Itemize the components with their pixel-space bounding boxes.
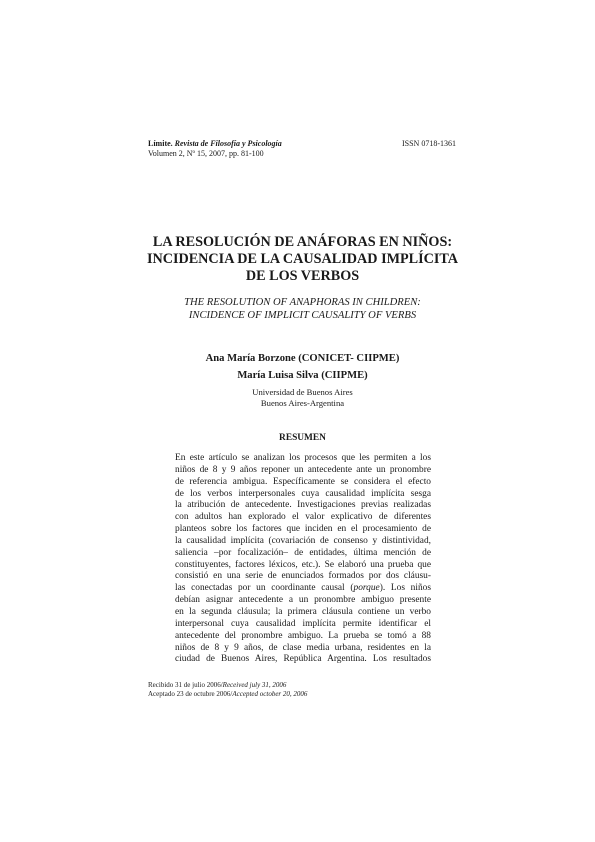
abstract-line: niños de 8 y 9 años reponer un antecedente ante un pronombre (175, 464, 431, 475)
abstract-line: constituyentes, factores léxicos, etc.). Se elaboró una prueba que (175, 559, 431, 570)
journal-citation (148, 139, 282, 149)
volume-info: Volumen 2, Nº 15, 2007, pp. 81-100 (148, 149, 264, 158)
author-name: Ana María Borzone (CONICET- CIIPME) (205, 353, 400, 364)
received-en: Received july 31, 2006 (222, 681, 287, 689)
received-es: Recibido 31 de julio 2006/ (148, 681, 223, 689)
abstract-line: la atribución de antecedente. Investigaciones previas realizadas (175, 500, 431, 511)
abstract-line: debían asignar antecedente a un pronombre ambiguo presente (175, 595, 431, 606)
submission-dates (148, 681, 448, 699)
abstract-line-text: las conectadas por un coordinante causal ( (175, 583, 354, 594)
journal-subtitle: Revista de Filosofía y Psicología (174, 139, 282, 148)
abstract-line-text: ). Los niños (379, 583, 431, 594)
article-title (110, 234, 495, 285)
accepted-en: Accepted october 20, 2006 (232, 690, 308, 698)
title-line: DE LOS VERBOS (245, 268, 360, 284)
abstract-line: la causalidad implícita (covariación de consenso y distintividad, (175, 535, 431, 546)
journal-header (148, 139, 456, 159)
abstract-line (175, 583, 431, 595)
abstract-italic-word: porque (353, 583, 380, 594)
issn: ISSN 0718-1361 (401, 139, 456, 148)
abstract-line: planteos sobre los factores que inciden en el procesamiento de (175, 524, 431, 535)
abstract-line: en la segunda cláusula; la primera cláusula contiene un verbo (175, 606, 431, 617)
abstract-line: ciudad de Buenos Aires, República Argentina. Los resultados (175, 654, 431, 665)
abstract-line: consistió en una serie de enunciados formados por dos cláusu- (175, 571, 431, 582)
abstract-line: de referencia ambigua. Específicamente se considera el efecto (175, 476, 431, 487)
author-name: María Luisa Silva (CIIPME) (237, 370, 368, 381)
accepted-date (148, 690, 448, 699)
affiliation-line: Buenos Aires-Argentina (260, 398, 345, 408)
abstract-line: de los verbos interpersonales cuya causalidad implícita sesga (175, 488, 431, 499)
received-date (148, 681, 448, 690)
english-title-line: INCIDENCE OF IMPLICIT CAUSALITY OF VERBS (188, 310, 417, 321)
authors-block (110, 352, 495, 409)
abstract-line: con adultos han explorado el valor explicativo de diferentes (175, 512, 431, 523)
abstract-line: niños de 8 y 9 años, de clase media urbana, residentes en la (175, 642, 431, 653)
journal-header-row (148, 139, 456, 149)
english-title (110, 296, 495, 322)
abstract-body (175, 453, 431, 666)
title-line: INCIDENCIA DE LA CAUSALIDAD IMPLÍCITA (146, 251, 459, 267)
abstract-line: interpersonal cuya causalidad implícita permite identificar el (175, 618, 431, 629)
affiliation (110, 387, 495, 409)
title-line: LA RESOLUCIÓN DE ANÁFORAS EN NIÑOS: (152, 234, 453, 250)
abstract-heading: RESUMEN (279, 433, 326, 443)
affiliation-line: Universidad de Buenos Aires (252, 387, 353, 397)
accepted-es: Aceptado 23 de octubre 2006/ (148, 690, 233, 698)
abstract-line: En este artículo se analizan los procesos que les permiten a los (175, 453, 431, 463)
abstract-line: antecedente del pronombre ambiguo. La prueba se tomó a 88 (175, 630, 431, 641)
abstract-line: saliencia –por focalización– de entidades, última mención de (175, 547, 431, 558)
journal-name: Límite. (148, 139, 173, 148)
english-title-line: THE RESOLUTION OF ANAPHORAS IN CHILDREN: (184, 297, 421, 308)
